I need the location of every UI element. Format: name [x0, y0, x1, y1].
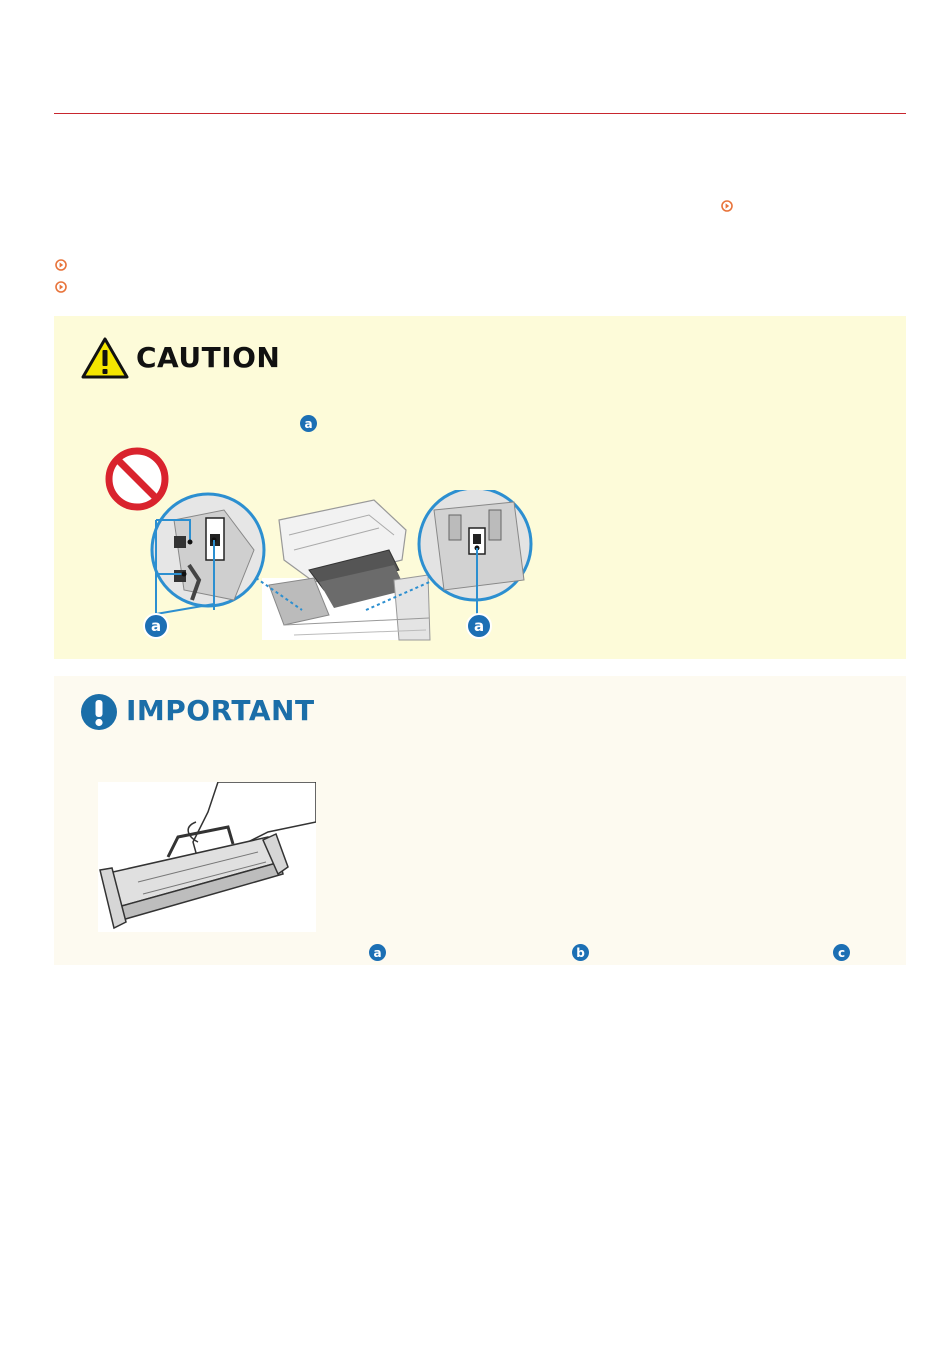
callout-badge: b	[572, 944, 589, 961]
important-box	[54, 676, 906, 965]
header-rule	[54, 113, 906, 114]
important-title: IMPORTANT	[126, 694, 315, 727]
exclamation-circle-icon	[80, 693, 118, 731]
link-arrow-icon[interactable]	[55, 259, 67, 271]
caution-title: CAUTION	[136, 341, 281, 374]
callout-badge: a	[466, 613, 492, 639]
caution-box	[54, 316, 906, 659]
callout-badge: a	[143, 613, 169, 639]
drum-cartridge-illustration	[98, 782, 316, 932]
callout-badge: c	[833, 944, 850, 961]
callout-badge: a	[369, 944, 386, 961]
link-arrow-icon[interactable]	[55, 281, 67, 293]
link-arrow-icon[interactable]	[721, 200, 733, 212]
callout-badge: a	[300, 415, 317, 432]
warning-triangle-icon	[80, 336, 130, 380]
